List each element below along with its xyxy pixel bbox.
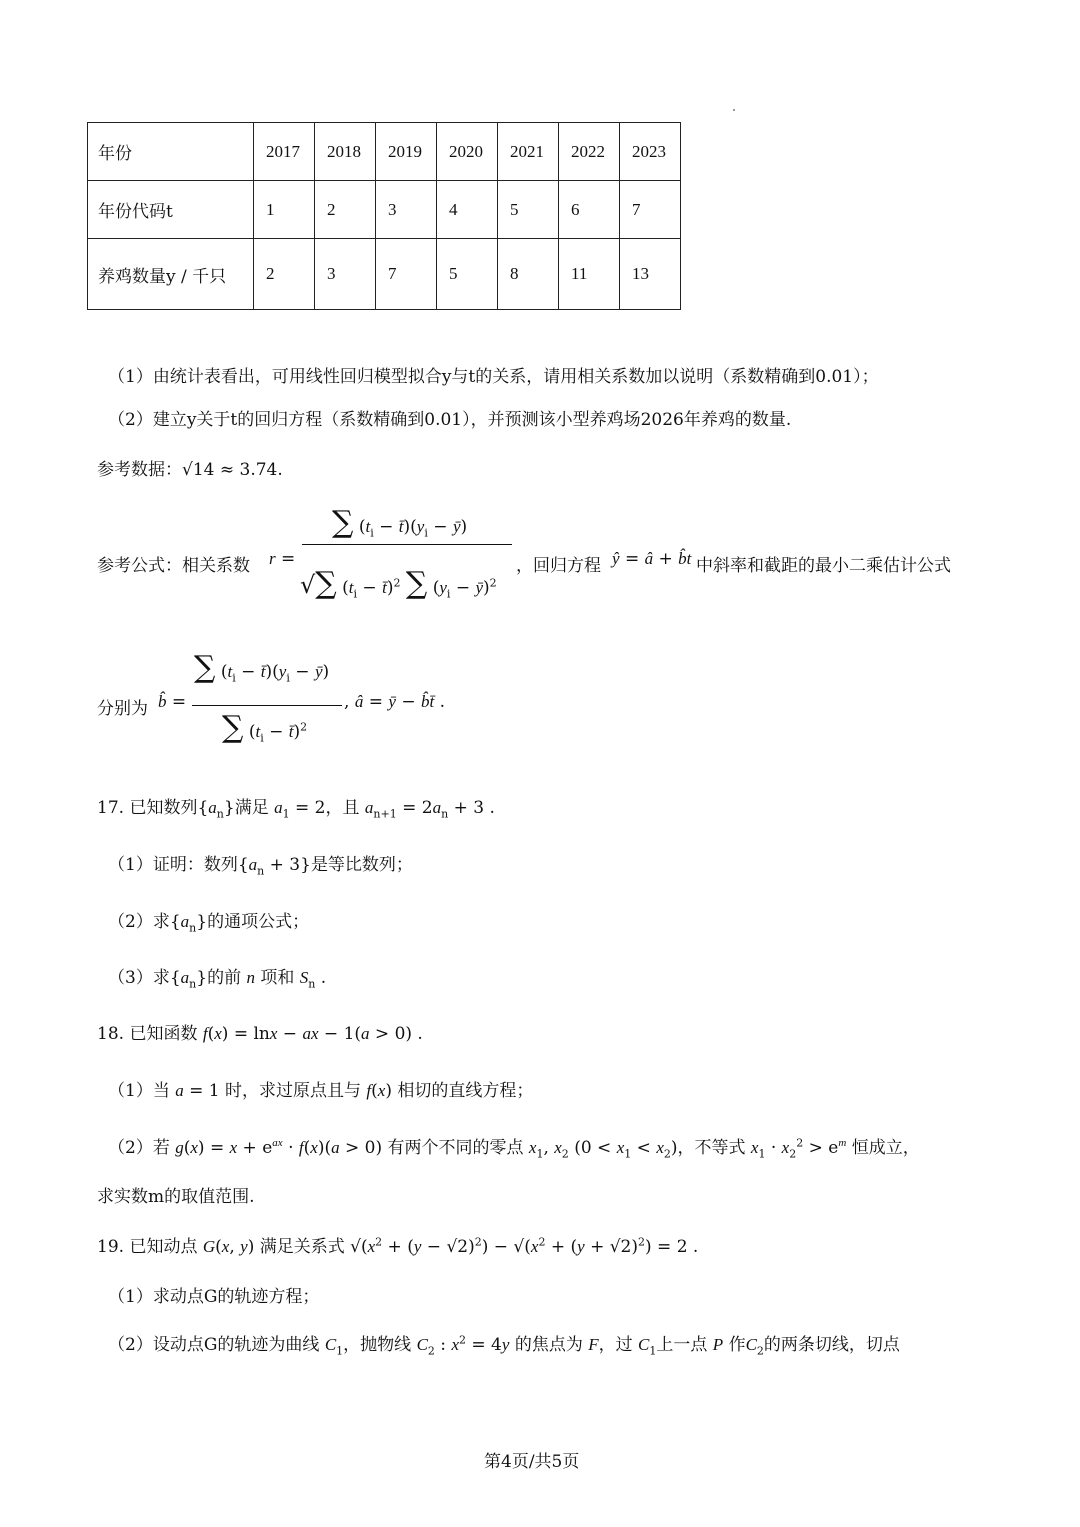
table-cell: 13 — [620, 239, 681, 310]
ref-formula-suffix: 中斜率和截距的最小二乘估计公式 — [696, 556, 951, 576]
table-cell: 6 — [559, 181, 620, 239]
q18-part1: （1）当 a = 1 时，求过原点且与 f(x) 相切的直线方程； — [108, 1081, 534, 1101]
q18-part2-line2: 求实数m的取值范围. — [97, 1187, 255, 1207]
regression-equation: ŷ = â + b̂t — [612, 549, 692, 569]
table-cell: 7 — [620, 181, 681, 239]
fraction-bar — [192, 705, 342, 706]
table-cell: 11 — [559, 239, 620, 310]
ref-formula-line2: 分别为 — [97, 699, 148, 719]
table-cell: 2021 — [498, 123, 559, 181]
ref-formula-prefix: 参考公式：相关系数 — [97, 556, 250, 576]
r-denominator: √∑ ($t_i$ − t̄)$^2$ ∑ ($y_i$ − ȳ)$^2$ — [300, 566, 497, 601]
table-row — [88, 123, 681, 181]
q16-reference-data: 参考数据：√14 ≈ 3.74. — [97, 460, 283, 480]
table-cell: 1 — [254, 181, 315, 239]
q18-stem: 18. 已知函数 f(x) = lnx − ax − 1(a > 0) . — [97, 1024, 423, 1044]
ref-formula-mid: ，回归方程 — [516, 556, 601, 576]
table-cell: 5 — [437, 239, 498, 310]
table-cell: 年份 — [88, 123, 254, 181]
table-cell: 2 — [315, 181, 376, 239]
table-cell: 2018 — [315, 123, 376, 181]
table-cell: 4 — [437, 181, 498, 239]
table-cell: 3 — [376, 181, 437, 239]
table-cell: 3 — [315, 239, 376, 310]
b-hat-numerator: ∑ ($t_i$ − $t̄)(y_i$ − ȳ) — [194, 650, 330, 685]
table-cell: 2020 — [437, 123, 498, 181]
q19-stem: 19. 已知动点 G(x, y) 满足关系式 $√(x^2 + (y - √2)^2) - √(x^2 + (y + √2)^2) = 2$ . — [97, 1235, 699, 1257]
table-row — [88, 181, 681, 239]
table-cell: 养鸡数量y / 千只 — [88, 239, 254, 310]
table-cell: 年份代码t — [88, 181, 254, 239]
q16-part2: （2）建立y关于t的回归方程（系数精确到0.01），并预测该小型养鸡场2026年养鸡的数量. — [108, 410, 792, 430]
b-hat-denominator: ∑ ($t_i$ − t̄)$^2$ — [222, 710, 308, 745]
q17-part1: （1）证明：数列$\{a_n + 3\}$是等比数列； — [108, 855, 413, 878]
table-cell: 2022 — [559, 123, 620, 181]
q19-part2: （2）设动点G的轨迹为曲线 $C_1$，抛物线 $C_2$ : $x^2 = 4y$ 的焦点为 F，过 $C_1$上一点 P 作$C_2$的两条切线，切点 — [108, 1333, 900, 1358]
table-cell: 2 — [254, 239, 315, 310]
q16-part1: （1）由统计表看出，可用线性回归模型拟合y与t的关系，请用相关系数加以说明（系数精确到0.01）； — [108, 367, 879, 387]
q17-part3: （3）求$\{a_n\}$的前 n 项和 $S_n$ . — [108, 968, 327, 991]
table-cell: 2023 — [620, 123, 681, 181]
table-row — [88, 239, 681, 310]
r-symbol: r = — [269, 549, 296, 569]
page-number: 第4页/共5页 — [484, 1452, 580, 1472]
table-cell: 7 — [376, 239, 437, 310]
q17-stem: 17. 已知数列$\{a_n\}$满足 $a_1 = 2$，且 $a_{n+1} = 2a_n + 3$ . — [97, 798, 495, 821]
q19-part1: （1）求动点G的轨迹方程； — [108, 1287, 320, 1307]
q17-part2: （2）求$\{a_n\}$的通项公式； — [108, 912, 310, 935]
a-hat-formula: , â = ȳ − b̂t̄ . — [344, 692, 446, 712]
r-numerator: ∑ ($t_i$ − $t̄)(y_i$ − ȳ) — [332, 505, 468, 540]
table-cell: 2019 — [376, 123, 437, 181]
fraction-bar — [302, 544, 512, 545]
table-cell: 2017 — [254, 123, 315, 181]
stray-dot — [733, 109, 735, 111]
b-hat-symbol: b̂ = — [158, 692, 187, 712]
q18-part2: （2）若 $g(x) = x + e^{ax} \cdot f(x)(a > 0)$ 有两个不同的零点 $x_1$, $x_2$ $(0 < x_1 < x_2)$，不等式 $x_1 \cdot x_2^2 > e^m$ 恒成立， — [108, 1136, 920, 1161]
statistics-table — [87, 122, 681, 310]
table-cell: 8 — [498, 239, 559, 310]
table-cell: 5 — [498, 181, 559, 239]
